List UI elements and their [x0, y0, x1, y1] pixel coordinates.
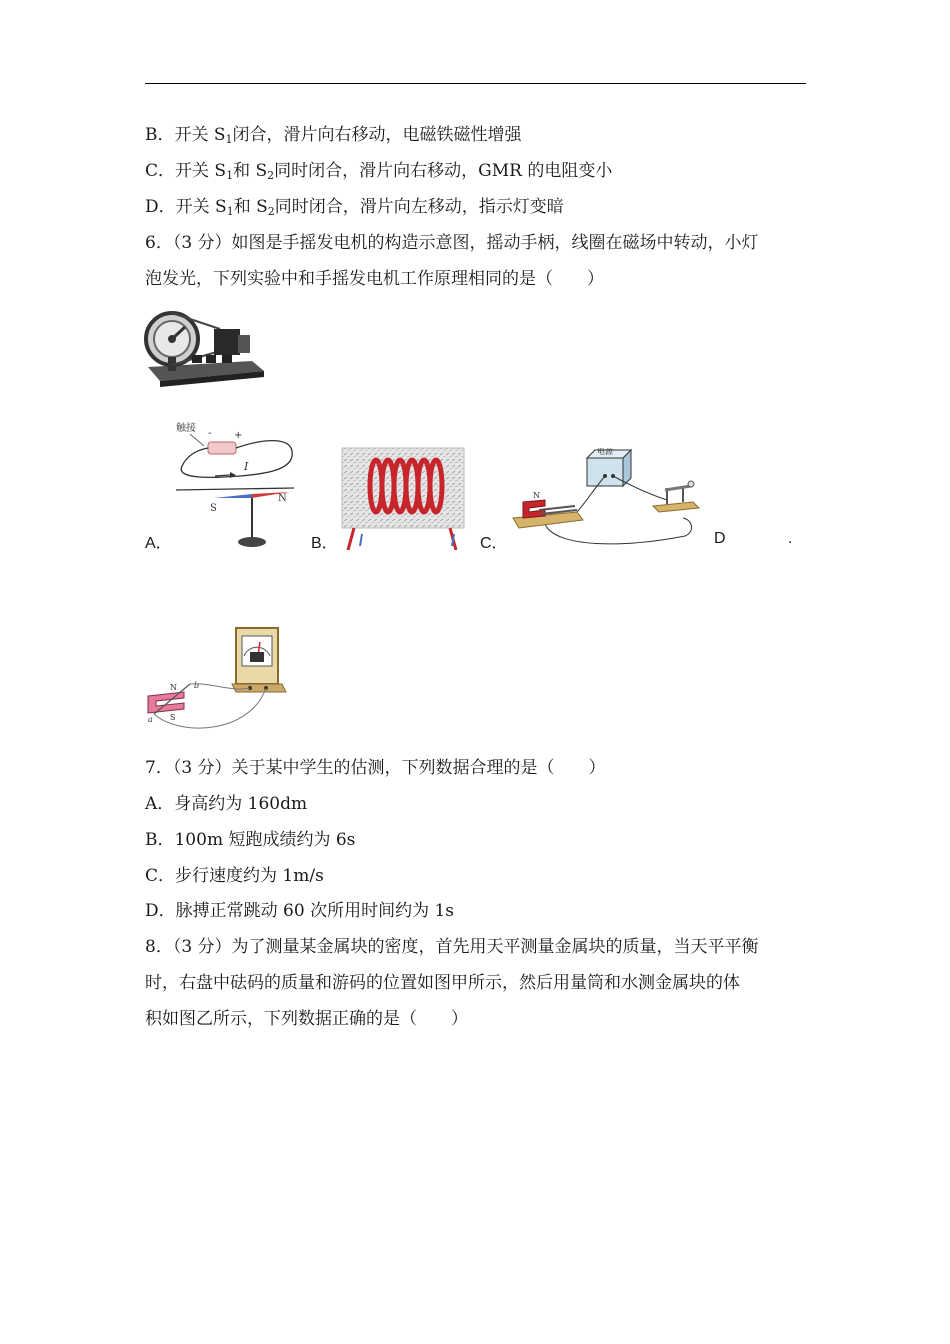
q6-stem-line1: 6．（3 分）如图是手摇发电机的构造示意图，摇动手柄，线圈在磁场中转动，小灯 — [145, 233, 759, 253]
plus-label: + — [234, 430, 243, 441]
option-d-generator-figure — [140, 622, 290, 737]
q7-option-c: C．步行速度约为 1m/s — [145, 866, 324, 886]
q8-stem-line1: 8．（3 分）为了测量某金属块的密度，首先用天平测量金属块的质量，当天平平衡 — [145, 937, 759, 957]
q5-option-d: D．开关 $S_1$和 $S_2$同时闭合，滑片向左移动，指示灯变暗 — [145, 197, 564, 218]
q6-option-a-label: A． — [145, 535, 172, 552]
q7-option-b: B．100m 短跑成绩约为 6s — [145, 830, 356, 850]
north-label: N — [278, 493, 287, 504]
u-magnet-icon — [148, 692, 184, 713]
q6-stem-line2: 泡发光，下列实验中和手摇发电机工作原理相同的是（ ） — [145, 269, 604, 289]
q7-option-d: D．脉搏正常跳动 60 次所用时间约为 1s — [145, 901, 455, 921]
current-label: I — [244, 460, 249, 473]
q7-stem: 7．（3 分）关于某中学生的估测，下列数据合理的是（ ） — [145, 758, 606, 778]
q5-option-b: B．开关 $S_1$闭合，滑片向右移动，电磁铁磁性增强 — [145, 125, 522, 146]
magnet-n-label: N — [533, 491, 540, 500]
q6-option-b-label: B． — [311, 535, 338, 552]
point-b-label: b — [194, 681, 200, 690]
header-rule — [145, 83, 806, 84]
power-label: 电源 — [597, 448, 613, 456]
q7-option-a: A．身高约为 160dm — [145, 794, 308, 814]
magnet-n-label: N — [170, 683, 177, 692]
south-label: S — [210, 503, 217, 514]
q8-stem-line2: 时，右盘中砝码的质量和游码的位置如图甲所示，然后用量筒和水测金属块的体 — [145, 973, 740, 993]
magnet-s-label: S — [170, 713, 176, 722]
q6-option-d-label: D — [714, 530, 726, 547]
q6-option-d-dot: . — [788, 530, 793, 547]
option-a-oersted-figure — [170, 418, 300, 550]
battery-icon — [208, 442, 236, 454]
q5-option-c: C．开关 $S_1$和 $S_2$同时闭合，滑片向右移动，GMR 的电阻变小 — [145, 161, 613, 182]
minus-label: - — [208, 428, 212, 439]
point-a-label: a — [148, 715, 153, 724]
compass-needle-south — [214, 494, 252, 498]
touch-label: 触接 — [176, 423, 196, 434]
hand-crank-generator-figure — [140, 305, 270, 395]
option-b-solenoid-figure — [338, 446, 468, 550]
q6-option-c-label: C． — [480, 535, 508, 552]
option-c-motor-figure — [505, 448, 705, 550]
q8-stem-line3: 积如图乙所示，下列数据正确的是（ ） — [145, 1009, 468, 1029]
